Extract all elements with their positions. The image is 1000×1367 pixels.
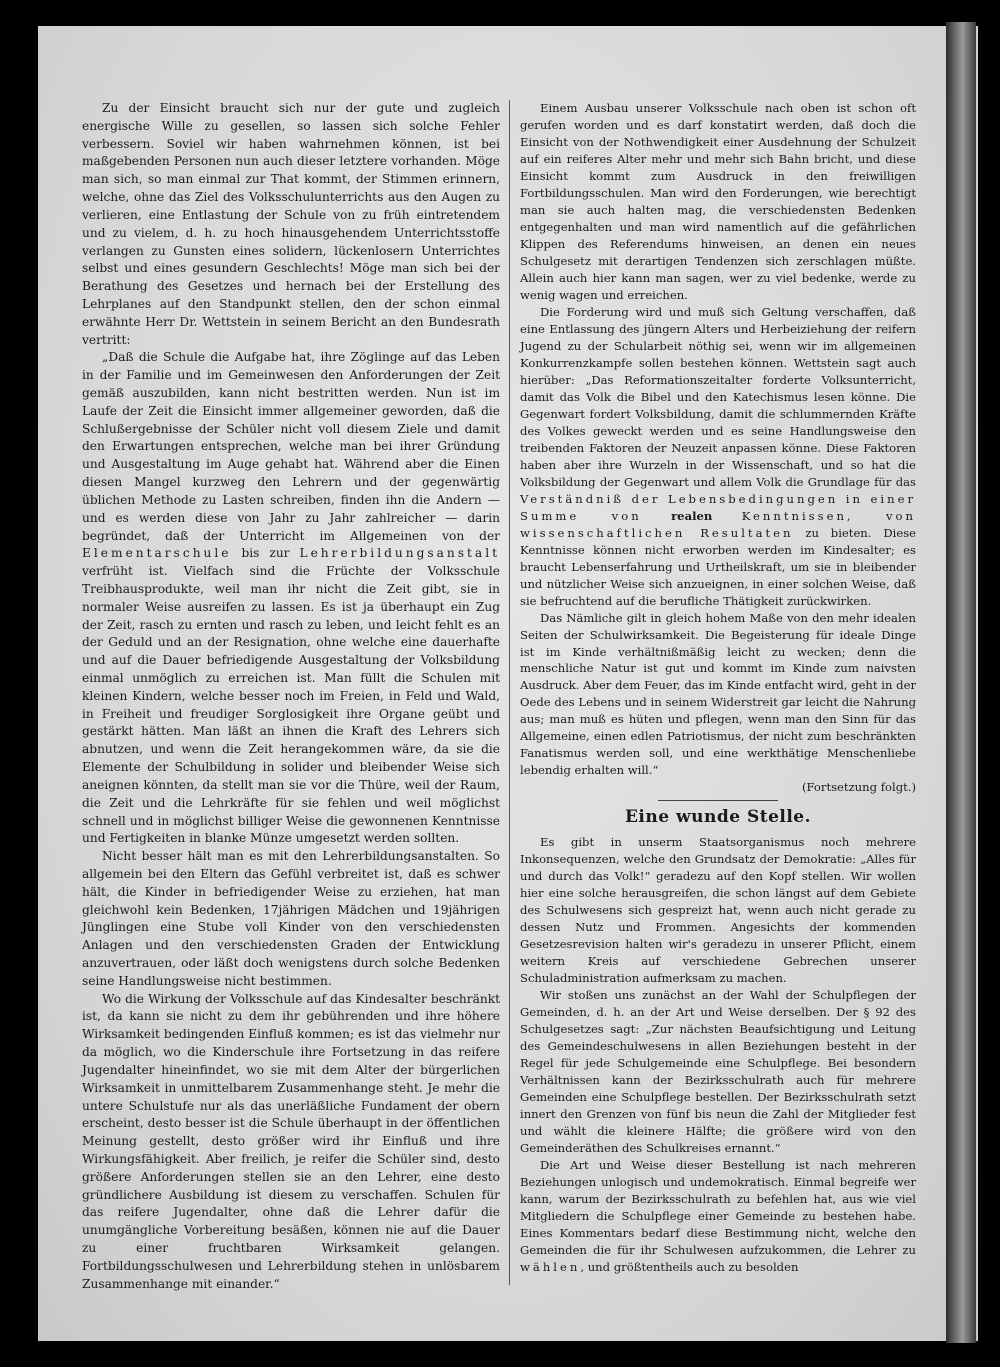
para-text-6b: , und größtentheils auch zu besolden [580,1259,799,1274]
book-spine [946,22,976,1343]
para-text: Die Forderung wird und muß sich Geltung verschaffen, daß eine Entlassung des jüngern Alters und Herbeiziehung der reifern Jugend zu der Schularbeit nöthig sei, wenn wir im allgemeinen Konkurrenzkampfe sollen bestehen können. Wettstein sagt auch hierüber: „Das Reformationszeitalter forderte Volksunterricht, damit das Volk die Bibel und den Katechismus lesen könne. Die Gegenwart fordert Volksbildung, damit die schlummernden Kräfte des Volkes geweckt werden und es seine Handlungsweise den treibenden Faktoren der Neuzeit anpassen könne. Diese Faktoren haben aber ihre Wurzeln in der Wissenschaft, und so hat die Volksbildung der Gegenwart und allem Volk die Grundlage für das [520,304,916,489]
left-paragraph-1: Zu der Einsicht braucht sich nur der gute und zugleich energische Wille zu gesellen, so lassen sich solche Fehler verbessern. Soviel wir haben wahrnehmen können, ist bei maßgebenden Personen nun auch dieser letztere vorhanden. Möge man sich, so man einmal zur That kommt, der Stimmen erinnern, welche, ohne das Ziel des Volksschulunterrichts aus den Augen zu verlieren, eine Entlastung der Schule von zu früh eintretendem und zu vielem, d. h. zu hoch hinausgehendem Unterrichtsstoffe verlangen zu Gunsten eines solidern, lückenlosern Unterrichtes selbst und eines gesundern Geschlechts! Möge man sich bei der Berathung des Gesetzes und hernach bei der Erstellung des Lehrplanes auf den Standpunkt stellen, den der schon einmal erwähnte Herr Dr. Wettstein in seinem Bericht an den Bundesrath vertritt: [82,101,500,347]
left-column [82,100,500,1293]
bold-word-realen: realen [671,508,713,523]
right-paragraph-4: Es gibt in unserm Staatsorganismus noch mehrere Inkonsequenzen, welche den Grundsatz der Demokratie: „Alles für und durch das Volk!“ geradezu auf den Kopf stellen. Wir wollen hier eine solche herausgreifen, die schon längst auf dem Gebiete des Schulwesens sich gespreizt hat, wenn auch nicht gerade zu dessen Nutz und Frommen. Angesichts der kommenden Gesetzesrevision halten wir's geradezu in unserer Pflicht, einem weitern Kreis auf verschiedene Gebrechen unserer Schuladministration aufmerksam zu machen. [520,835,916,986]
spaced-word-waehlen: wählen [520,1259,581,1274]
quote-text: „Daß die Schule die Aufgabe hat, ihre Zöglinge auf das Leben in der Familie und im Gemeinwesen den Anforderungen der Zeit gemäß auszubilden, kann nicht bestritten werden. Nun ist im Laufe der Zeit die Einsicht immer allgemeiner geworden, daß die Schlußergebnisse der Schüler nicht voll diesem Ziele und damit den Erwartungen entsprechen, welche man bei ihrer Gründung und Ausgestaltung im Auge gehabt hat. Während aber die Einen diesen Mangel kurzweg den Lehrern und der gegenwärtig üblichen Methode zu Lasten schreiben, finden ihn die Andern — und es werden diese von Jahr zu Jahr zahlreicher — darin begründet, daß der Unterricht im Allgemeinen von der [82,350,500,543]
column-divider [509,100,510,1285]
quote-text-c: verfrüht ist. Vielfach sind die Früchte der Volksschule Treibhausprodukte, weil man ihr nicht die Zeit gibt, sie in normaler Weise ausreifen zu lassen. Es ist ja überhaupt ein Zug der Zeit, rasch zu ernten und rasch zu leben, und leicht fehlt es an der Geduld und an der Resignation, ohne welche eine dauerhafte und auf die Dauer befriedigende Ausgestaltung der Volksbildung einmal unmöglich zu erreichen ist. Man füllt die Schulen mit kleinen Kindern, welche besser noch im Freien, in Feld und Wald, in Freiheit und freudiger Sorglosigkeit ihre Organe geübt und gestärkt hätten. Man läßt an ihnen die Kraft des Lehrers sich abnutzen, und wenn die Zeit herangekommen wäre, da sie die Elemente der Schulbildung in solider und bleibender Weise sich aneignen könnten, da stellt man sie vor die Thüre, weil der Raum, die Zeit und die Lehrkräfte für sie fehlen und weil möglichst schnell und in möglichst billiger Weise die gewonnenen Kenntnisse und Fertigkeiten in blanke Münze umgesetzt werden sollten. [82,564,500,846]
right-column [520,100,916,1276]
left-paragraph-3: Nicht besser hält man es mit den Lehrerbildungsanstalten. So allgemein bei den Eltern das Gefühl verbreitet ist, daß es schwer hält, die Kinder in befriedigender Weise zu erziehen, hat man gleichwohl kein Bedenken, 17jährigen Mädchen und 19jährigen Jünglingen eine Stube voll Kinder von den verschiedensten Anlagen und den verschiedensten Graden der Entwicklung anzuvertrauen, oder läßt doch wenigstens durch solche Bedenken seine Handlungsweise nicht bestimmen. [82,849,500,988]
quote-text-b: bis zur [241,546,290,561]
para-text-c: zu bieten. Diese Kenntnisse können nicht erworben werden im Kindesalter; es braucht Lebenserfahrung und Urtheilskraft, um sie in bleibender und nützlicher Weise sich anzueignen, in einer solchen Weise, daß sie befruchtend auf die berufliche Thätigkeit zurückwirken. [520,525,917,608]
spaced-phrase-2: Kenntnissen, von wissenschaftlichen Resultaten [520,508,916,540]
continuation-note: (Fortsetzung folgt.) [801,780,916,795]
right-paragraph-2 [520,304,916,610]
right-paragraph-6 [520,1157,916,1276]
section-title: Eine wunde Stelle. [624,807,812,828]
right-paragraph-1: Einem Ausbau unserer Volksschule nach oben ist schon oft gerufen worden und es darf konstatirt werden, daß doch die Einsicht von der Nothwendigkeit einer Ausdehnung der Schulzeit auf ein reiferes Alter mehr und mehr sich Bahn bricht, und diese Einsicht kommt zum Ausdruck in den freiwilligen Fortbildungsschulen. Man wird den Forderungen, wie berechtigt man sie auch halten mag, die verschiedensten Bedenken entgegenhalten und man wird namentlich auf die gefährlichen Klippen des Referendums hinweisen, an denen ein neues Schulgesetz mit derartigen Tendenzen sich zerschlagen müßte. Allein auch hier kann man sagen, wer zu viel bedenke, werde zu wenig wagen und erreichen. [520,101,916,302]
spaced-phrase-1: Verständniß der Lebensbedingungen in einer Summe von [520,491,916,523]
para-text-6: Die Art und Weise dieser Bestellung ist nach mehreren Beziehungen unlogisch und undemokratisch. Einmal begreife wer kann, warum der Bezirksschulrath zu befehlen hat, aus wie viel Mitgliedern die Schulpflege einer Gemeinde zu bestehen habe. Eines Kommentars bedarf diese Bestimmung nicht, welche den Gemeinden die für ihr Schulwesen aufzukommen, die Lehrer zu [520,1158,916,1257]
spaced-term-elementarschule: Elementarschule [82,546,232,561]
right-paragraph-5: Wir stoßen uns zunächst an der Wahl der Schulpflegen der Gemeinden, d. h. an der Art und Weise derselben. Der § 92 des Schulgesetzes sagt: „Zur nächsten Beaufsichtigung und Leitung des Gemeindeschulwesens in allen Beziehungen besteht in der Regel für jede Schulgemeinde eine Schulpflege. Bei besondern Verhältnissen kann der Bezirksschulrath auch für mehrere Gemeinden eine Schulpflege bestellen. Der Bezirksschulrath setzt innert den Grenzen von fünf bis neun die Zahl der Mitglieder fest und wählt die kleinere Hälfte; die größere wird von den Gemeinderäthen des Schulkreises ernannt.“ [520,988,916,1156]
section-rule [658,800,778,801]
spaced-term-lehrerbildungsanstalt: Lehrerbildungsanstalt [299,546,500,561]
left-paragraph-4: Wo die Wirkung der Volksschule auf das Kindesalter beschränkt ist, da kann sie nicht zu dem ihr gebührenden und ihre höhere Wirksamkeit bedingenden Einfluß kommen; es ist das vielmehr nur da möglich, wo die Kinderschule ihre Fortsetzung in das reifere Jugendalter hineinfindet, wo sie mit dem Alter der bürgerlichen Wirksamkeit in unmittelbarem Zusammenhange steht. Je mehr die untere Schulstufe nur als das unerläßliche Fundament der obern erscheint, desto besser ist die Schule überhaupt in der öffentlichen Meinung gestellt, desto größer wird ihr Einfluß und ihre Wirkungsfähigkeit. Aber freilich, je reifer die Schüler sind, desto größere Anforderungen stellen sie an den Lehrer, eine desto gründlichere Ausbildung ist diesem zu verschaffen. Schulen für das reifere Jugendalter, ohne daß die Lehrer dafür die unumgängliche Vorbereitung besäßen, können nie auf die Dauer zu einer fruchtbaren Wirksamkeit gelangen. Fortbildungsschulwesen und Lehrerbildung stehen in unlösbarem Zusammenhange mit einander.“ [82,991,500,1291]
right-paragraph-3: Das Nämliche gilt in gleich hohem Maße von den mehr idealen Seiten der Schulwirksamkeit. Die Begeisterung für ideale Dinge ist im Kinde verhältnißmäßig leicht zu wecken; denn die menschliche Natur ist gut und kommt im Kinde zum naivsten Ausdruck. Aber dem Feuer, das im Kinde entfacht wird, geht in der Oede des Lebens und in seinem Widerstreit gar leicht die Nahrung aus; man muß es hüten und pflegen, wenn man den Sinn für das Allgemeine, einen edlen Patriotismus, der nicht zum beschränkten Fanatismus werden soll, und eine werkthätige Menschenliebe lebendig erhalten will.“ [520,610,916,778]
left-paragraph-2 [82,349,500,848]
